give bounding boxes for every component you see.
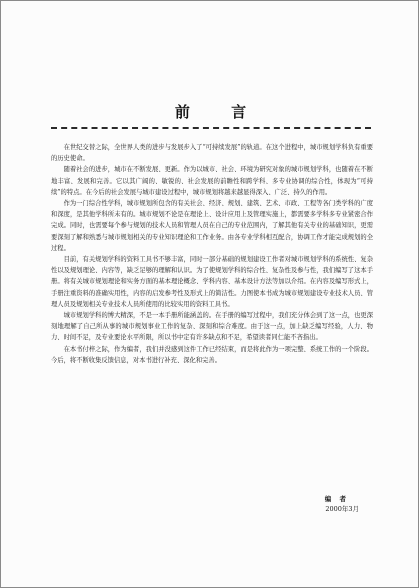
paragraph: 在世纪交替之际，全世界人类的进步与发展步入了“可持续发展”的轨道。在这个进程中，城市规划学科负有重要的历史使命。 [51, 144, 373, 163]
preface-body [51, 142, 373, 366]
page-title: 前 言 [174, 103, 265, 121]
paragraph: 随着社会的进步，城市在不断发展、更新。作为以城市、社会、环境为研究对象的城市规划学科，也随着在不断地丰富、发展和完善。它以其广阔的、敏锐的、社会发展的前瞻性和跨学科、多专业协调的综合性，体现为“可持续”的特点。在今后的社会发展与城市建设过程中，城市规划将越来越显得深入、广泛、持久的作用。 [51, 166, 373, 196]
paragraph: 城市规划学科的博大精深，不是一本手册所能涵盖的。在手册的编写过程中，我们充分体会到了这一点，也更深刻地理解了自己所从事的城市规划事业工作的复杂、深刻和综合难度。由于这一点，加上缺乏编写经验，人力、物力、时间不足，及专业要论水平所限，所以书中定有许多缺点和不足，希望读者同仁能不吝指出。 [51, 312, 373, 342]
paragraph: 在本书付梓之际，作为编者，我们并没感到这件工作已经结束，而是将此作为一项完整、系统工作的一个阶段。今后，将不断收集反馈信息，对本书进行补充、深化和完善。 [51, 345, 373, 364]
signature-author: 编 者 [324, 495, 349, 503]
signature-date: 2000年3月 [325, 505, 359, 513]
paragraph: 目前，有关规划学科的资料工具书不够丰富，同时一部分基础的规划建设工作者对城市规划学科的系统性、复杂性以及规划理论、内容等，缺乏足够的理解和认识。为了使规划学科的综合性、复杂性及参与性，我们编写了这本手册。将有关城市规划理论和实务方面的基本理论概念、学科内容、基本设计方法等加以介绍。在内容及编写形式上，手册注重资料的准确实用性，内容的启发参考性及形式上的简洁性。力图使本书成为城市规划建设专业技术人员、管理人员及规划相关专业技术人员所使用的比较实用的资料工具书。 [51, 256, 373, 308]
title-divider [51, 127, 371, 129]
paragraph: 作为一门综合性学科，城市规划所包含的有关社会、经济、规划、建筑、艺术、市政、工程等各门类学科的广度和深度，是其他学科所未有的。城市规划不论是在理论上、设计应用上及管理实施上，都需要多学科多专业紧密合作完成。同时，也需要每个参与规划的技术人员和管理人员在自己的专业范围内，了解其他有关专业的基础知识，更需要深刻了解和熟悉与城市规划相关的专业知识理论和工作业务。由各专业学科相互配合，协调工作才能完成规划的全过程。 [51, 200, 373, 252]
